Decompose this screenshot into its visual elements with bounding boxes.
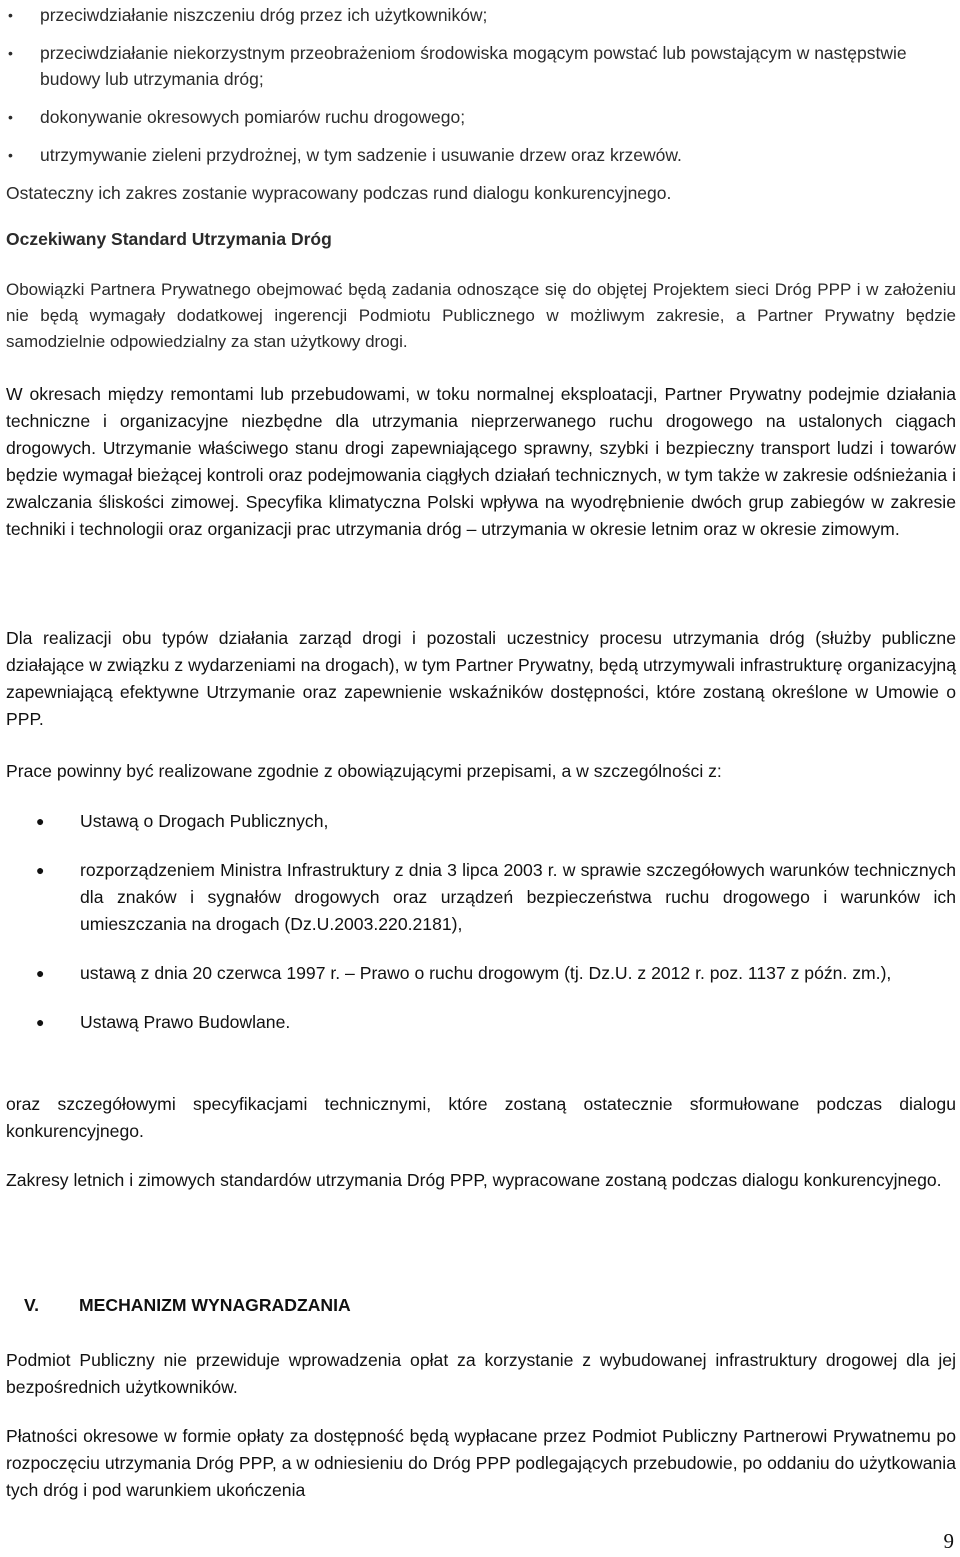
section-title: MECHANIZM WYNAGRADZANIA (79, 1295, 351, 1315)
bullet-icon: ● (36, 965, 45, 981)
section-number: V. (24, 1295, 40, 1315)
list-item (6, 857, 956, 938)
subsection-heading: Oczekiwany Standard Utrzymania Dróg (6, 229, 332, 249)
list-item-text: utrzymywanie zieleni przydrożnej, w tym sadzenie i usuwanie drzew oraz krzewów. (40, 145, 682, 165)
bullet-icon: • (8, 147, 13, 163)
regulations-list (6, 808, 956, 1036)
task-bullet-list (6, 2, 956, 206)
list-item-text: rozporządzeniem Ministra Infrastruktury z dnia 3 lipca 2003 r. w sprawie szczegółowych warunków technicznych dla znaków i sygnałów drogowych oraz urządzeń bezpieczeństwa ruchu drogowego i warunków ich umieszczania na drogach (Dz.U.2003.220.2181), (80, 860, 956, 934)
paragraph-availability-payments: Płatności okresowe w formie opłaty za dostępność będą wypłacane przez Podmiot Publiczny Partnerowi Prywatnemu po rozpoczęciu utrzymania Dróg PPP, a w odniesieniu do Dróg PPP podlegających przebudowie, po oddaniu do użytkowania tych dróg i pod warunkiem ukończenia (6, 1426, 956, 1500)
list-item (6, 2, 956, 28)
paragraph-obligations: Obowiązki Partnera Prywatnego obejmować będą zadania odnoszące się do objętej Projektem sieci Dróg PPP i w założeniu nie będą wymagały dodatkowej ingerencji Podmiotu Publicznego w możliwym zakresie, a Partner Prywatny będzie samodzielnie odpowiedzialny za stan użytkowy drogi. (6, 280, 956, 351)
list-item-text: przeciwdziałanie niszczeniu dróg przez ich użytkowników; (40, 5, 488, 25)
list-item (6, 1009, 956, 1036)
list-item-text: Ustawą Prawo Budowlane. (80, 1012, 291, 1032)
scope-note: Ostateczny ich zakres zostanie wypracowany podczas rund dialogu konkurencyjnego. (6, 183, 672, 203)
list-item-text: Ustawą o Drogach Publicznych, (80, 811, 329, 831)
paragraph-organisation: Dla realizacji obu typów działania zarząd drogi i pozostali uczestnicy procesu utrzymania dróg (służby publiczne działające w związku z wydarzeniami na drogach), w tym Partner Prywatny, będą utrzymywali infrastrukturę organizacyjną zapewniającą efektywne Utrzymanie oraz zapewnienie wskaźników dostępności, które zostaną określone w Umowie o PPP. (6, 628, 956, 729)
paragraph-standards-scope: Zakresy letnich i zimowych standardów utrzymania Dróg PPP, wypracowane zostaną podczas dialogu konkurencyjnego. (6, 1170, 942, 1190)
list-item (6, 808, 956, 835)
paragraph-specifications: oraz szczegółowymi specyfikacjami technicznymi, które zostaną ostatecznie sformułowane podczas dialogu konkurencyjnego. (6, 1094, 956, 1141)
list-item (6, 142, 956, 168)
page-number: 9 (943, 1529, 954, 1553)
list-item-text: przeciwdziałanie niekorzystnym przeobrażeniom środowiska mogącym powstać lub powstającym w następstwie budowy lub utrzymania dróg; (40, 43, 907, 89)
list-item (6, 104, 956, 130)
paragraph-regulations-intro: Prace powinny być realizowane zgodnie z obowiązującymi przepisami, a w szczególności z: (6, 761, 722, 781)
list-item (6, 40, 956, 92)
paragraph-no-user-fees: Podmiot Publiczny nie przewiduje wprowadzenia opłat za korzystanie z wybudowanej infrastruktury drogowej dla jej bezpośrednich użytkowników. (6, 1350, 956, 1397)
paragraph-maintenance-periods: W okresach między remontami lub przebudowami, w toku normalnej eksploatacji, Partner Prywatny podejmie działania techniczne i organizacyjne niezbędne dla utrzymania nieprzerwanego ruchu drogowego na ustalonych ciągach drogowych. Utrzymanie właściwego stanu drogi zapewniającego sprawny, szybki i bezpieczny transport ludzi i towarów będzie wymagał bieżącej kontroli oraz podejmowania ciągłych działań technicznych, w tym także w zakresie odśnieżania i zwalczania śliskości zimowej. Specyfika klimatyczna Polski wpływa na wyodrębnienie dwóch grup zabiegów w zakresie techniki i technologii oraz organizacji prac utrzymania dróg – utrzymania w okresie letnim oraz w okresie zimowym. (6, 384, 956, 539)
bullet-icon: • (8, 109, 13, 125)
section-heading (24, 1295, 351, 1316)
list-item (6, 960, 956, 987)
bullet-icon: • (8, 45, 13, 61)
bullet-icon: ● (36, 862, 45, 878)
list-item-text: ustawą z dnia 20 czerwca 1997 r. – Prawo o ruchu drogowym (tj. Dz.U. z 2012 r. poz. 1137 z późn. zm.), (80, 963, 892, 983)
bullet-icon: ● (36, 813, 45, 829)
list-item-text: dokonywanie okresowych pomiarów ruchu drogowego; (40, 107, 466, 127)
bullet-icon: • (8, 7, 13, 23)
bullet-icon: ● (36, 1014, 45, 1030)
